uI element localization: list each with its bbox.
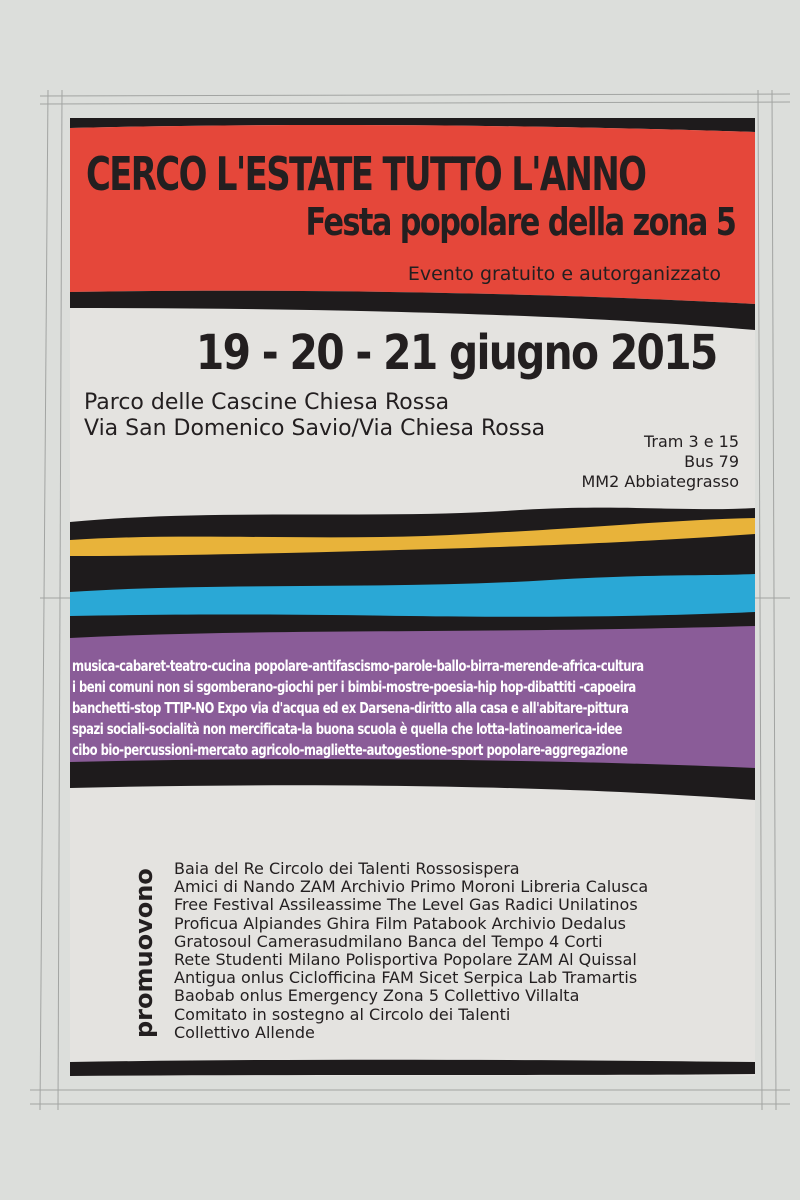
- sponsor-line: Comitato in sostegno al Circolo dei Talenti: [174, 1004, 511, 1024]
- poster-title: CERCO L'ESTATE TUTTO L'ANNO: [86, 147, 646, 201]
- sponsor-line: Gratosoul Camerasudmilano Banca del Tempo 4 Corti: [174, 931, 603, 951]
- sponsor-line: Free Festival Assileassime The Level Gas Radici Unilatinos: [174, 895, 638, 915]
- transport-bus: Bus 79: [684, 452, 739, 471]
- activities-list: [72, 656, 754, 761]
- activities-line: cibo bio-percussioni-mercato agricolo-magliette-autogestione-sport popolare-aggregazione: [72, 741, 628, 759]
- sponsor-line: Baobab onlus Emergency Zona 5 Collettivo Villalta: [174, 986, 580, 1006]
- activities-line: banchetti-stop TTIP-NO Expo via d'acqua ed ex Darsena-diritto alla casa e all'abitare-pittura: [72, 699, 629, 717]
- sponsors-list: [174, 860, 648, 1042]
- transport-tram: Tram 3 e 15: [643, 432, 739, 451]
- sponsor-line: Proficua Alpiandes Ghira Film Patabook Archivio Dedalus: [174, 913, 626, 933]
- poster-tagline: Evento gratuito e autorganizzato: [407, 263, 721, 285]
- transport-info: [582, 432, 740, 492]
- venue-street: Via San Domenico Savio/Via Chiesa Rossa: [84, 416, 546, 441]
- activities-line: i beni comuni non si sgomberano-giochi per i bimbi-mostre-poesia-hip hop-dibattiti -capoeira: [72, 678, 636, 696]
- venue-address: [84, 390, 545, 442]
- sponsor-line: Amici di Nando ZAM Archivio Primo Moroni Libreria Calusca: [174, 877, 649, 897]
- footer-black-band: [70, 1056, 755, 1076]
- sponsor-line: Collettivo Allende: [174, 1022, 315, 1042]
- event-dates: 19 - 20 - 21 giugno 2015: [196, 325, 717, 381]
- sponsor-line: Rete Studenti Milano Polisportiva Popolare ZAM Al Quissal: [174, 950, 637, 970]
- sponsor-line: Antigua onlus Ciclofficina FAM Sicet Serpica Lab Tramartis: [174, 968, 638, 988]
- venue-name: Parco delle Cascine Chiesa Rossa: [84, 390, 450, 415]
- poster-subtitle: Festa popolare della zona 5: [305, 200, 735, 244]
- sponsor-line: Baia del Re Circolo dei Talenti Rossosispera: [174, 859, 520, 878]
- promuovono-label: promuovono: [130, 868, 158, 1038]
- transport-metro: MM2 Abbiategrasso: [581, 472, 739, 491]
- activities-line: musica-cabaret-teatro-cucina popolare-antifascismo-parole-ballo-birra-merende-africa-cultura: [72, 657, 644, 675]
- activities-line: spazi sociali-socialità non mercificata-la buona scuola è quella che lotta-latinoamerica-idee: [72, 720, 623, 738]
- festival-poster: [70, 118, 755, 1076]
